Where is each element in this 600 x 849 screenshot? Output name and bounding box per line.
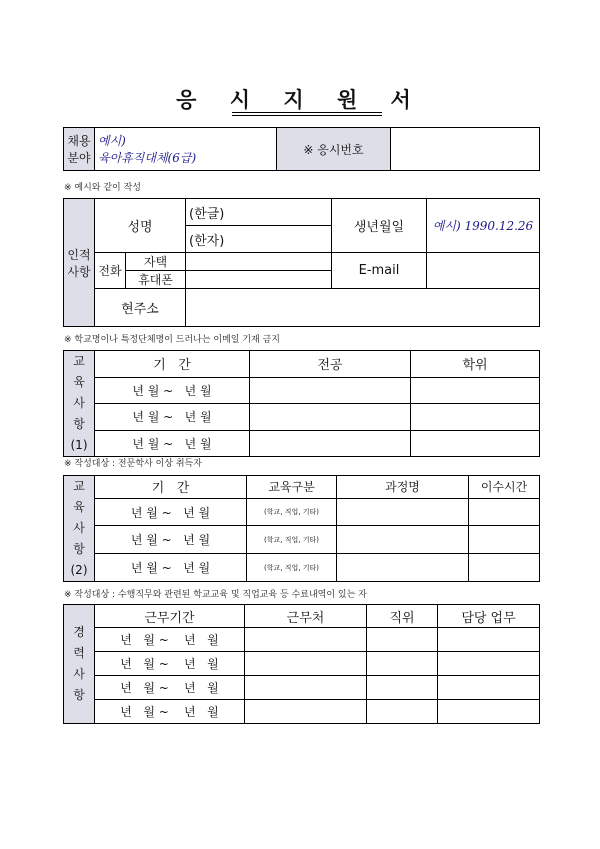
edu2-row-period[interactable]: 년 월 ~ 년 월 [95,554,247,582]
edu1-degree-header: 학위 [411,351,540,378]
address-label: 현주소 [95,289,186,327]
email-field[interactable] [427,253,540,289]
career-row-workplace[interactable] [245,628,367,652]
career-row-workplace[interactable] [245,700,367,724]
career-section-label: 경 력 사 항 [64,605,95,724]
note-education1: ※ 작성대상 : 전문학사 이상 취득자 [64,459,202,469]
edu2-hours-header: 이수시간 [469,476,540,499]
edu2-row-category[interactable]: (학교, 직업, 기타) [247,526,337,554]
education1-section-label: 교 육 사 항 (1) [64,351,95,457]
education-table-2 [63,475,540,582]
career-row-duty[interactable] [438,628,540,652]
exam-number-field[interactable] [391,128,540,171]
career-table [63,604,540,724]
edu1-row-major[interactable] [250,430,411,457]
home-phone-field[interactable] [186,253,332,271]
title-underline [232,112,382,113]
career-row-workplace[interactable] [245,652,367,676]
career-row-position[interactable] [367,628,438,652]
edu2-row-course[interactable] [337,498,469,526]
edu2-period-header: 기 간 [95,476,247,499]
career-row-period[interactable]: 년 월 ~ 년 월 [95,652,245,676]
recruit-table [63,127,540,171]
career-row-position[interactable] [367,652,438,676]
note-education2: ※ 작성대상 : 수행직무와 관련된 학교교육 및 직업교육 등 수료내역이 있는 자 [64,590,367,600]
name-hangul-field[interactable]: (한글) [186,199,332,226]
edu1-row-degree[interactable] [411,377,540,404]
edu2-row-hours[interactable] [469,498,540,526]
mobile-label: 휴대폰 [126,271,186,289]
email-label: E-mail [332,253,427,289]
note-email: ※ 학교명이나 특정단체명이 드러나는 이메일 기재 금지 [64,335,280,345]
name-label: 성명 [95,199,186,253]
address-field[interactable] [186,289,540,327]
birth-label: 생년월일 [332,199,427,253]
career-position-header: 직위 [367,605,438,628]
edu1-row-major[interactable] [250,377,411,404]
personal-table [63,198,540,327]
exam-number-label: ※ 응시번호 [277,128,391,171]
name-hanja-field[interactable]: (한자) [186,226,332,253]
edu1-row-degree[interactable] [411,430,540,457]
career-row-position[interactable] [367,700,438,724]
edu2-row-course[interactable] [337,526,469,554]
career-workplace-header: 근무처 [245,605,367,628]
edu2-row-period[interactable]: 년 월 ~ 년 월 [95,498,247,526]
career-row-period[interactable]: 년 월 ~ 년 월 [95,700,245,724]
recruit-field-value[interactable]: 예시) 육아휴직대체(6급) [95,128,277,171]
edu2-row-hours[interactable] [469,554,540,582]
career-row-duty[interactable] [438,700,540,724]
edu2-row-category[interactable]: (학교, 직업, 기타) [247,554,337,582]
career-row-duty[interactable] [438,676,540,700]
career-period-header: 근무기간 [95,605,245,628]
career-row-workplace[interactable] [245,676,367,700]
career-row-period[interactable]: 년 월 ~ 년 월 [95,676,245,700]
note-example: ※ 예시와 같이 작성 [64,183,141,193]
edu2-course-header: 과정명 [337,476,469,499]
career-row-period[interactable]: 년 월 ~ 년 월 [95,628,245,652]
career-row-duty[interactable] [438,652,540,676]
edu2-category-header: 교육구분 [247,476,337,499]
edu1-period-header: 기 간 [95,351,250,378]
edu1-row-period[interactable]: 년 월 ~ 년 월 [95,377,250,404]
edu2-row-category[interactable]: (학교, 직업, 기타) [247,498,337,526]
form-title: 응 시 지 원 서 [176,88,424,112]
career-duty-header: 담당 업무 [438,605,540,628]
edu2-row-hours[interactable] [469,526,540,554]
edu1-row-period[interactable]: 년 월 ~ 년 월 [95,404,250,431]
edu1-row-degree[interactable] [411,404,540,431]
edu1-row-period[interactable]: 년 월 ~ 년 월 [95,430,250,457]
edu2-row-period[interactable]: 년 월 ~ 년 월 [95,526,247,554]
edu2-row-course[interactable] [337,554,469,582]
career-row-position[interactable] [367,676,438,700]
edu1-row-major[interactable] [250,404,411,431]
home-phone-label: 자택 [126,253,186,271]
personal-section-label: 인적 사항 [64,199,95,327]
recruit-field-label: 채용 분야 [64,128,95,171]
education-table-1 [63,350,540,457]
edu1-major-header: 전공 [250,351,411,378]
birth-field[interactable]: 예시) 1990.12.26 [427,199,540,253]
phone-label: 전화 [95,253,126,289]
education2-section-label: 교 육 사 항 (2) [64,476,95,582]
title-underline-double [232,115,382,116]
mobile-field[interactable] [186,271,332,289]
